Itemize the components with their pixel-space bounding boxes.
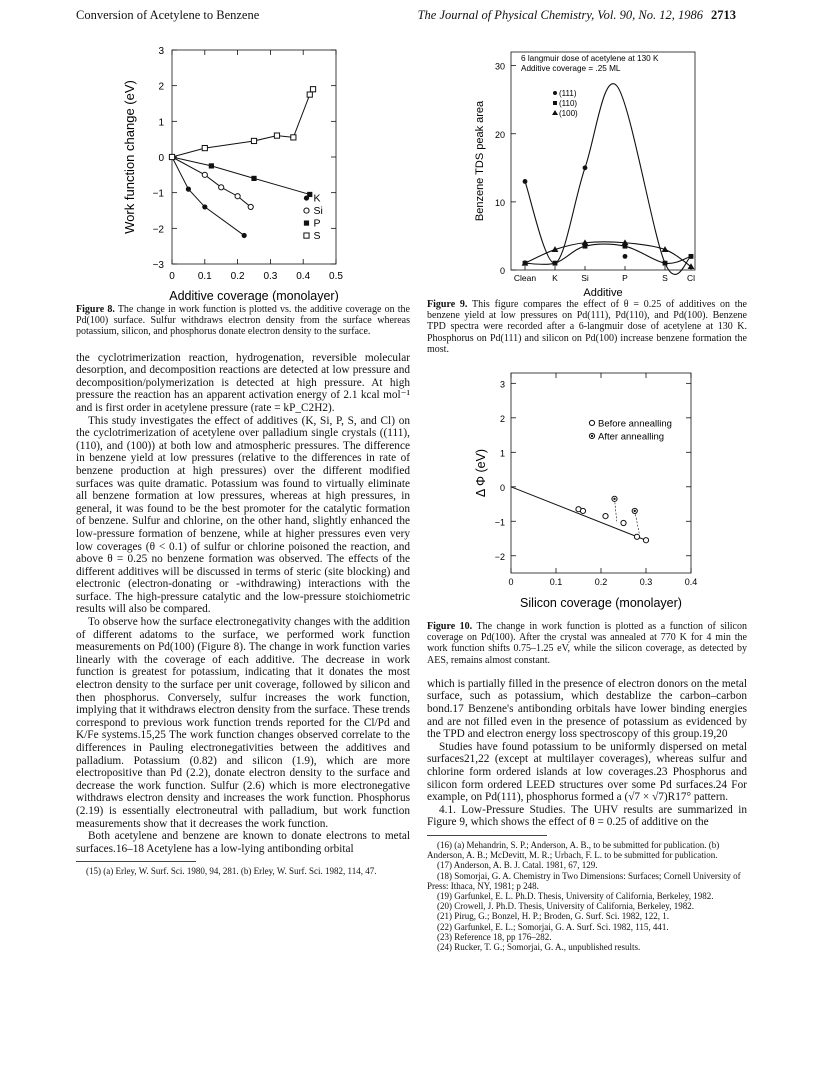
references-left xyxy=(76,866,410,876)
figure-10-caption-text: The change in work function is plotted as a function of silicon coverage on Pd(100). After the crystal was annealed at 770 K for 4 min the work function shifts 0.75–1.25 eV, while the silicon coverage, as detected by AES, remains almost constant. xyxy=(427,621,747,666)
data-point-S xyxy=(307,92,312,97)
figure-8-caption-text: The change in work function is plotted vs. the additive coverage on the Pd(100) surface. Sulfur withdraws electron density from the surface whereas potassium, silicon, and phosphorus donate electron density to the surface. xyxy=(76,304,410,338)
paragraph: 4.1. Low-Pressure Studies. The UHV results are summarized in Figure 9, which shows the effect of θ = 0.25 of additive on the xyxy=(427,803,747,829)
plot-frame xyxy=(511,373,691,573)
y-tick-label: 10 xyxy=(494,197,505,208)
x-tick-label: 0.2 xyxy=(594,577,608,588)
y-tick-label: 2 xyxy=(499,413,505,424)
y-tick-label: 2 xyxy=(158,81,164,93)
x-tick-label: 0.1 xyxy=(549,577,563,588)
data-point-before xyxy=(621,520,626,525)
references-right xyxy=(427,840,747,952)
y-tick-label: 3 xyxy=(158,46,164,57)
reference: (22) Garfunkel, E. L.; Somorjai, G. A. Surf. Sci. 1982, 115, 441. xyxy=(437,921,669,932)
annotation-coverage: Additive coverage = .25 ML xyxy=(521,64,621,73)
paragraph: Studies have found potassium to be uniformly dispersed on metal surfaces21,22 (except at multilayer coverages), whereas sulfur and chlorine form ordered islands at low coverages.23 Phosphorus and silicon form ordered LEED structures over some Pd surfaces.24 For example, on Pd(111), phosphorus formed a (√7 × √7)R17° pattern. xyxy=(427,740,747,804)
legend-label: S xyxy=(313,230,321,243)
data-point-S xyxy=(291,135,296,140)
legend-marker xyxy=(553,101,557,105)
data-point-K xyxy=(202,204,207,209)
data-point-before xyxy=(603,514,608,519)
x-tick-label: 0 xyxy=(508,577,514,588)
legend-marker xyxy=(304,195,309,200)
body-text-right xyxy=(427,678,747,829)
left-column xyxy=(76,22,410,877)
legend-label: Before annealling xyxy=(598,418,672,430)
figure-9-label: Figure 9. xyxy=(427,299,468,310)
data-point-S xyxy=(274,133,279,138)
x-axis-label: Additive xyxy=(583,287,623,297)
data-point-after-center xyxy=(613,498,615,500)
data-point-(111) xyxy=(523,179,528,184)
series-line-111 xyxy=(525,84,691,275)
x-axis-label: Silicon coverage (monolayer) xyxy=(520,596,682,611)
annotation-dose: 6 langmuir dose of acetylene at 130 K xyxy=(521,54,659,63)
reference: (19) Garfunkel, E. L. Ph.D. Thesis, University of California, Berkeley, 1982. xyxy=(437,890,714,901)
reference: (18) Somorjai, G. A. Chemistry in Two Dimensions: Surfaces; Cornell University of Press: Ithaca, NY, 1981; p 248. xyxy=(427,870,741,891)
data-point-Si xyxy=(235,194,240,199)
reference: (15) (a) Erley, W. Surf. Sci. 1980, 94, 281. (b) Erley, W. Surf. Sci. 1982, 114, 47. xyxy=(86,866,377,877)
data-point-Si xyxy=(219,185,224,190)
reference: (17) Anderson, A. B. J. Catal. 1981, 67, 129. xyxy=(437,860,598,871)
legend-label: P xyxy=(313,217,321,230)
data-point-Si xyxy=(248,204,253,209)
data-point-(110) xyxy=(689,254,694,259)
paragraph: To observe how the surface electronegativity changes with the addition of different adatoms to the surface, we performed work function measurements on Pd(100) (Figure 8). The change in work function varies linearly with the coverage of each additive. The decrease in work function is greatest for potassium, indicating that it donates the most electron density to the surface per unit coverage, followed by silicon and then phosphorus. Conversely, sulfur increases the work function, implying that it withdraws electron density from the surface. These trends correspond to previous work function trends reported for the Cl/Pd and K/Fe systems.15,25 The work function changes observed correlate to the differences in Pauling electronegativities between the additives and palladium. Potassium (0.82) and silicon (1.9), which are more electropositive than Pd (2.2), donate electron density to the surface and decrease the work function. Sulfur (2.6) which is more electronegative withdraws electron density and increases the work function. Phosphorus (2.19) is essentially electroneutral with palladium, but work function measurements show that it decreases the work function. xyxy=(76,616,410,830)
data-point-before xyxy=(643,538,648,543)
x-tick-label: Clean xyxy=(513,273,537,283)
x-tick-label: Cl xyxy=(686,273,696,283)
plot-frame xyxy=(172,50,336,264)
journal-citation: The Journal of Physical Chemistry, Vol. 90, No. 12, 1986 xyxy=(417,8,703,22)
data-point-S xyxy=(169,154,174,159)
legend-label: (100) xyxy=(559,109,578,118)
annealing-arrow xyxy=(615,499,617,521)
figure-10 xyxy=(427,363,747,619)
figure-8 xyxy=(76,22,410,302)
running-head-right xyxy=(418,8,736,23)
data-point-(111) xyxy=(583,165,588,170)
y-axis-label: Work function change (eV) xyxy=(122,80,137,234)
data-point-(110) xyxy=(553,261,558,266)
y-tick-label: −3 xyxy=(152,260,164,271)
data-point-after-center xyxy=(634,510,636,512)
y-tick-label: −2 xyxy=(494,551,505,562)
x-tick-label: 0.3 xyxy=(263,271,278,282)
data-point-(111) xyxy=(623,254,628,259)
data-point-P xyxy=(251,176,256,181)
annealing-arrow xyxy=(635,511,640,533)
figure-9-chart xyxy=(427,22,747,297)
figure-8-caption xyxy=(76,304,410,338)
figure-8-chart xyxy=(76,22,410,302)
data-point-K xyxy=(186,187,191,192)
y-tick-label: −2 xyxy=(152,224,164,236)
body-text-left xyxy=(76,352,410,856)
paragraph: Both acetylene and benzene are known to donate electrons to metal surfaces.16–18 Acetylene has a low-lying antibonding orbital xyxy=(76,830,410,855)
series-line-S xyxy=(172,89,313,157)
figure-10-caption xyxy=(427,621,747,666)
y-tick-label: 1 xyxy=(499,448,505,459)
series-line-P xyxy=(172,157,310,194)
legend-marker xyxy=(304,208,309,213)
series-line-K xyxy=(172,157,244,235)
legend-marker xyxy=(304,233,309,238)
plot-frame xyxy=(511,52,695,270)
page-number: 2713 xyxy=(711,8,736,22)
x-tick-label: 0.2 xyxy=(230,271,245,282)
y-tick-label: 3 xyxy=(499,379,505,390)
figure-9 xyxy=(427,22,747,297)
figure-8-label: Figure 8. xyxy=(76,304,115,315)
paragraph: the cyclotrimerization reaction, hydrogenation, reversible molecular desorption, and decomposition reactions are detected at low pressure and decomposition/polymerization is detected at high pressure. At high pressure the reaction has an apparent activation energy of 2.1 kcal mol⁻¹ and is first order in acetylene pressure (rate = kP_C2H2). xyxy=(76,351,410,414)
legend-marker-center xyxy=(591,435,593,437)
x-tick-label: K xyxy=(552,273,558,283)
legend-label: After annealling xyxy=(598,431,665,443)
x-tick-label: 0.4 xyxy=(684,577,698,588)
y-tick-label: 0 xyxy=(158,153,164,164)
data-point-Si xyxy=(202,172,207,177)
paragraph: which is partially filled in the presence of electron donors on the metal surface, such as potassium, which destablize the carbon–carbon bond.17 Benzene's antibonding orbitals have lower binding energies and are not filled even in the presence of potassium as evidenced by the TPD and electron energy loss spectroscopy of this group.19,20 xyxy=(427,677,747,741)
footnote-rule xyxy=(427,835,547,836)
x-tick-label: Si xyxy=(581,273,589,283)
data-point-S xyxy=(202,145,207,150)
figure-9-caption xyxy=(427,299,747,355)
reference: (21) Pirug, G.; Bonzel, H. P.; Broden, G. Surf. Sci. 1982, 122, 1. xyxy=(437,911,669,922)
data-point-S xyxy=(251,138,256,143)
figure-9-caption-text: This figure compares the effect of θ = 0.25 of additives on the benzene yield at low pressures on Pd(111), Pd(110), and Pd(100). Benzene TPD spectra were recorded after a 6-langmuir dose of acetylene at 130 K. Phosphorus on Pd(111) and silicon on Pd(100) increase benzene formation the most. xyxy=(427,299,747,355)
reference: (16) (a) Mehandrin, S. P.; Anderson, A. B., to be submitted for publication. (b) Anderson, A. B.; McDevitt, M. R.; Urbach, F. L. to be submitted for publication. xyxy=(427,839,720,861)
running-head-left: Conversion of Acetylene to Benzene xyxy=(76,8,260,22)
legend-label: K xyxy=(313,192,321,205)
y-tick-label: 20 xyxy=(494,129,505,140)
x-axis-label: Additive coverage (monolayer) xyxy=(169,289,339,302)
figure-10-chart xyxy=(427,363,747,619)
y-tick-label: −1 xyxy=(152,188,164,200)
data-point-P xyxy=(209,163,214,168)
figure-10-label: Figure 10. xyxy=(427,621,473,633)
reference: (23) Reference 18, pp 176–282. xyxy=(437,931,552,942)
footnote-rule xyxy=(76,861,196,862)
y-tick-label: 1 xyxy=(158,117,164,129)
reference: (24) Rucker, T. G.; Somorjai, G. A., unpublished results. xyxy=(437,941,641,952)
x-tick-label: P xyxy=(622,273,628,283)
x-tick-label: 0.4 xyxy=(296,271,311,282)
data-point-K xyxy=(242,233,247,238)
x-tick-label: 0.5 xyxy=(329,271,343,282)
right-column xyxy=(427,22,747,952)
y-tick-label: 0 xyxy=(499,266,505,276)
legend-marker xyxy=(589,420,594,425)
data-point-(100) xyxy=(688,263,695,269)
legend-marker xyxy=(304,220,309,225)
y-axis-label: Δ Φ (eV) xyxy=(474,448,488,498)
x-tick-label: 0 xyxy=(169,271,175,282)
x-tick-label: 0.1 xyxy=(197,271,212,282)
y-tick-label: 0 xyxy=(499,482,505,493)
x-tick-label: 0.3 xyxy=(639,577,653,588)
y-tick-label: −1 xyxy=(494,517,505,528)
reference: (20) Crowell, J. Ph.D. Thesis, University of California, Berkeley, 1982. xyxy=(437,901,694,912)
legend-marker xyxy=(553,91,557,95)
data-point-S xyxy=(310,87,315,92)
legend-label: (111) xyxy=(559,89,577,98)
legend-label: (110) xyxy=(559,99,578,108)
data-point-before xyxy=(634,534,639,539)
trend-line xyxy=(511,487,646,540)
data-point-before xyxy=(580,508,585,513)
paragraph: This study investigates the effect of additives (K, Si, P, S, and Cl) on the cyclotrimerization of acetylene over palladium single crystals ((111), (110), and (100)) at both low and atmospheric pressures. The difference in benzene yield at low pressures (relative to the differences in rate of benzene production at high pressures) over the different modified surfaces was quite dramatic. Potassium was found to virtually eliminate all benzene formation at low pressures, whereas at high pressures, in general, it was found to be the best promoter for the catalytic formation of benzene. Sulfur and chlorine, on the other hand, slightly enhanced the low-pressure formation of benzene, while at higher pressures even very low coverages (θ < 0.1) of sulfur or chlorine poisoned the reaction, and above θ = 0.25 no benzene formation was observed. The effects of the different additives will be discussed in terms of steric (site blocking) and electronic (electron-donating or -withdrawing) interactions with the surface. The high-pressure catalytic and the low-pressure stoichiometric results will also be compared. xyxy=(76,414,410,616)
data-point-(110) xyxy=(663,261,668,266)
x-tick-label: S xyxy=(662,273,668,283)
y-tick-label: 30 xyxy=(494,61,505,72)
y-axis-label: Benzene TDS peak area xyxy=(474,100,486,222)
legend-marker xyxy=(552,110,558,115)
legend-label: Si xyxy=(313,205,323,218)
